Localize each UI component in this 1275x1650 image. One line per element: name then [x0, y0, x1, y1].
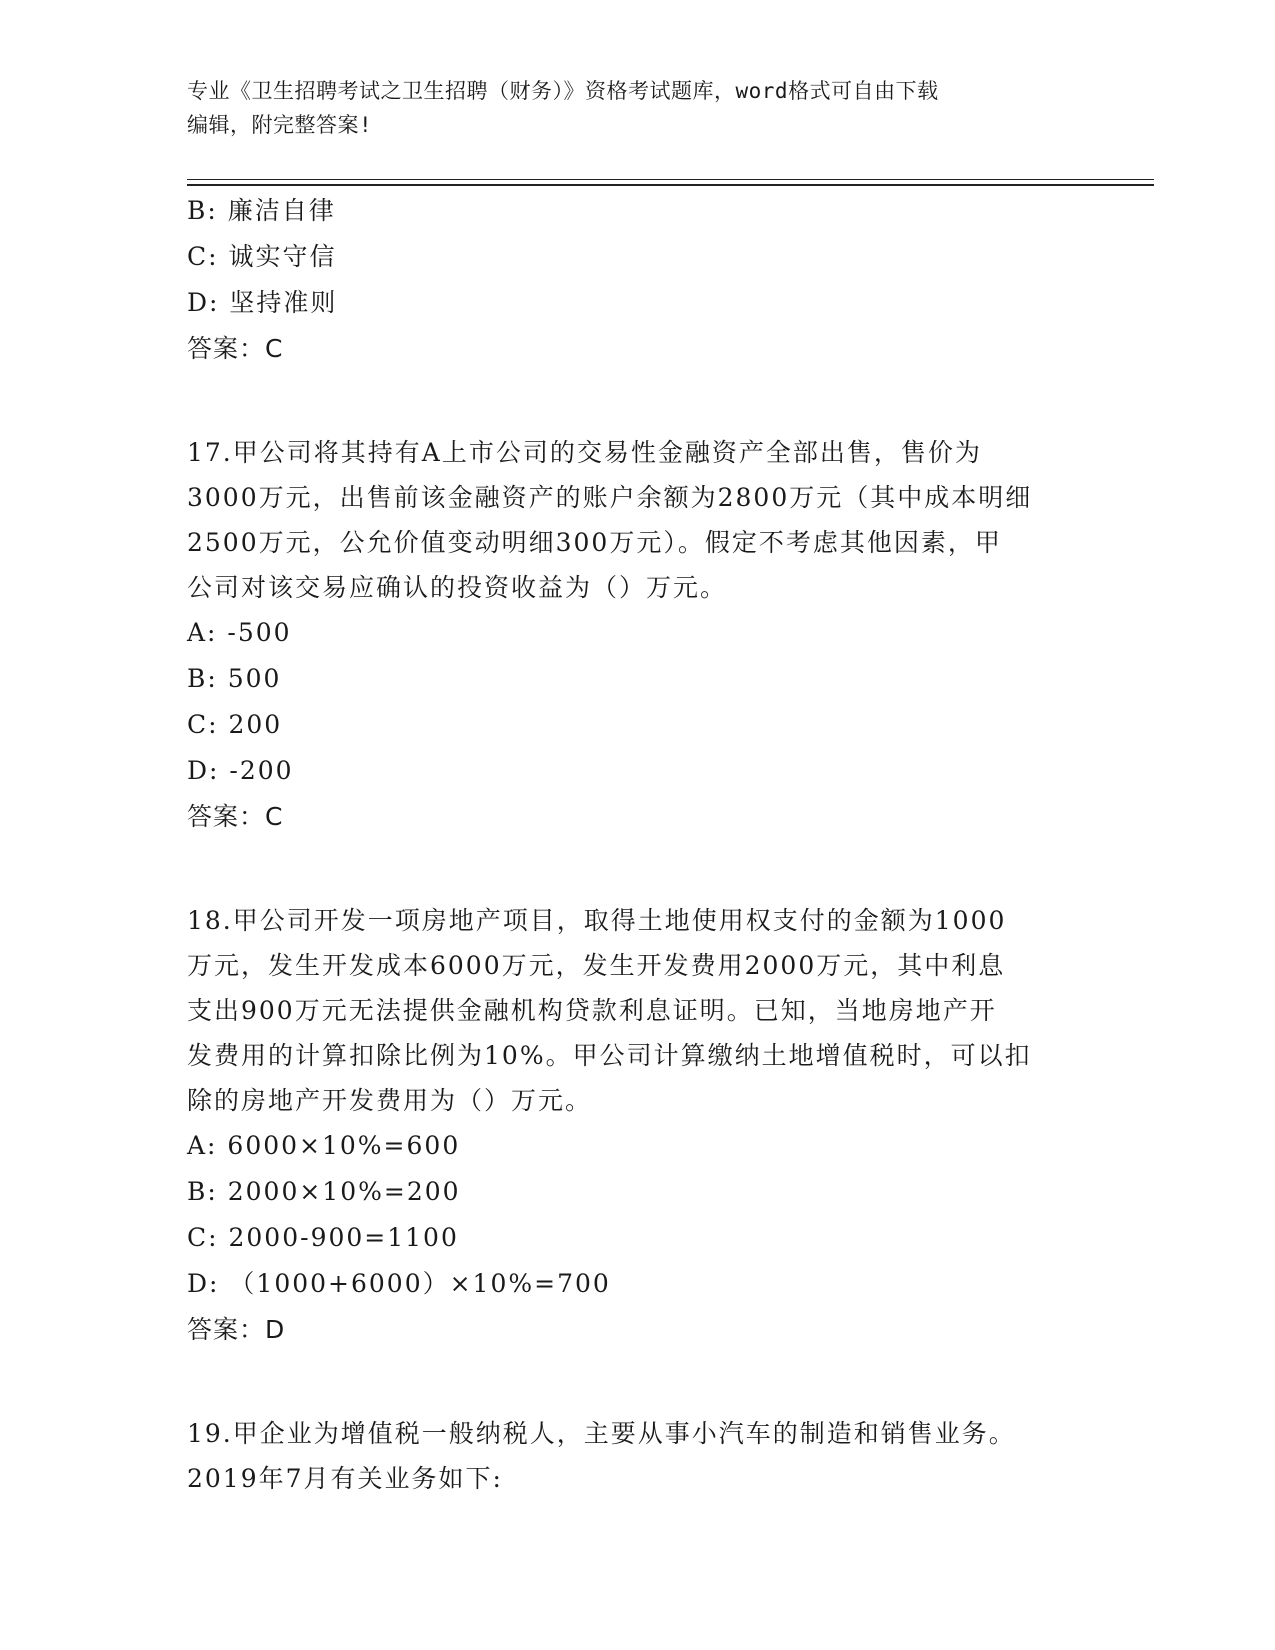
stem-line: 2500万元，公允价值变动明细300万元）。假定不考虑其他因素，甲	[187, 528, 1002, 557]
option-d: D: -200	[187, 756, 294, 785]
option-c: C: 2000-900=1100	[187, 1223, 459, 1252]
option-b: B: 2000×10%=200	[187, 1177, 461, 1206]
question-16-answer: 答案：C	[187, 334, 284, 363]
option-b: B: 500	[187, 664, 282, 693]
question-16-options	[187, 188, 1087, 326]
option-d: D: （1000+6000）×10%=700	[187, 1269, 611, 1298]
question-17	[187, 430, 1087, 840]
header-divider-thin	[187, 179, 1154, 180]
stem-line: 发费用的计算扣除比例为10%。甲公司计算缴纳土地增值税时，可以扣	[187, 1041, 1032, 1070]
stem-line: 支出900万元无法提供金融机构贷款利息证明。已知，当地房地产开	[187, 996, 997, 1025]
option-d: D: 坚持准则	[187, 288, 338, 317]
question-17-stem	[187, 430, 1087, 610]
question-content	[187, 188, 1087, 1501]
stem-line: 18.甲公司开发一项房地产项目，取得土地使用权支付的金额为1000	[187, 906, 1007, 935]
option-c: C: 诚实守信	[187, 242, 337, 271]
question-17-answer: 答案：C	[187, 802, 284, 831]
stem-line: 2019年7月有关业务如下:	[187, 1464, 503, 1493]
question-19	[187, 1411, 1087, 1501]
option-a: A: 6000×10%=600	[187, 1131, 461, 1160]
question-18-answer: 答案：D	[187, 1315, 286, 1344]
header-line-2: 编辑，附完整答案!	[187, 113, 373, 137]
stem-line: 万元，发生开发成本6000万元，发生开发费用2000万元，其中利息	[187, 951, 1006, 980]
stem-line: 17.甲公司将其持有A上市公司的交易性金融资产全部出售，售价为	[187, 438, 982, 467]
stem-line: 除的房地产开发费用为（）万元。	[187, 1086, 593, 1115]
document-header	[187, 74, 1067, 142]
stem-line: 19.甲企业为增值税一般纳税人，主要从事小汽车的制造和销售业务。	[187, 1419, 1016, 1448]
question-18	[187, 898, 1087, 1353]
stem-line: 公司对该交易应确认的投资收益为（）万元。	[187, 573, 728, 602]
stem-line: 3000万元，出售前该金融资产的账户余额为2800万元（其中成本明细	[187, 483, 1033, 512]
option-c: C: 200	[187, 710, 283, 739]
header-line-1: 专业《卫生招聘考试之卫生招聘（财务）》资格考试题库，word格式可自由下载	[187, 79, 939, 103]
option-b: B: 廉洁自律	[187, 196, 336, 225]
header-divider-thick	[187, 184, 1154, 186]
question-19-stem	[187, 1411, 1087, 1501]
option-a: A: -500	[187, 618, 292, 647]
question-18-stem	[187, 898, 1087, 1123]
